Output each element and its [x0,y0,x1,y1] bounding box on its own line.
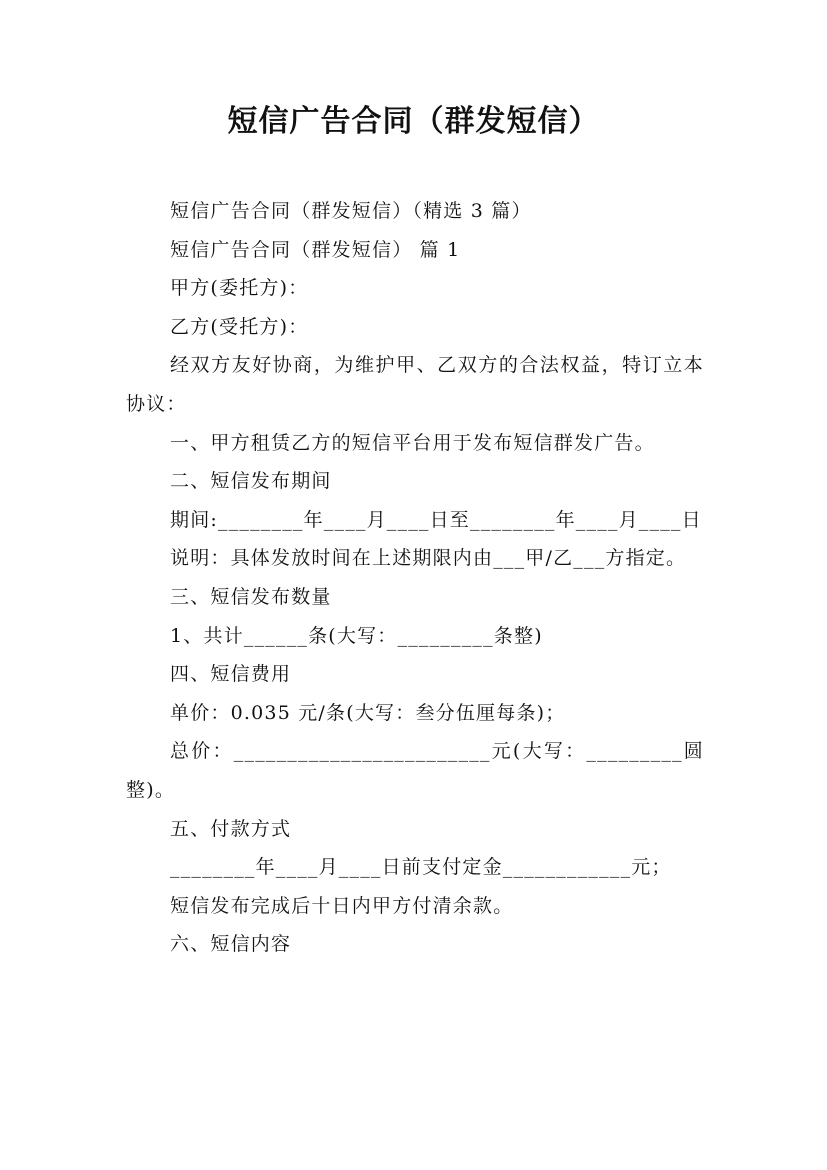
paragraph-deposit: ________年____月____日前支付定金____________元； [170,856,672,879]
document-title: 短信广告合同（群发短信） [227,104,600,139]
paragraph-clause-1: 一、甲方租赁乙方的短信平台用于发布短信群发广告。 [170,431,655,454]
document-body [126,192,704,964]
paragraph-subtitle: 短信广告合同（群发短信）（精选 3 篇） [170,200,532,222]
paragraph-clause-4-heading: 四、短信费用 [170,663,292,686]
paragraph-quantity: 1、共计______条(大写：_________条整) [170,624,543,647]
paragraph-party-a: 甲方(委托方)： [170,277,309,300]
paragraph-clause-3-heading: 三、短信发布数量 [170,585,332,608]
paragraph-period-note: 说明：具体发放时间在上述期限内由___甲/乙___方指定。 [170,547,687,570]
paragraph-party-b: 乙方(受托方)： [170,315,309,338]
paragraph-section-heading: 短信广告合同（群发短信） 篇 1 [170,238,461,261]
paragraph-balance: 短信发布完成后十日内甲方付清余款。 [170,894,514,917]
paragraph-unit-price: 单价：0.035 元/条(大写：叁分伍厘每条)； [170,701,566,724]
paragraph-period: 期间:________年____月____日至________年____月____日 [170,508,702,531]
paragraph-clause-2-heading: 二、短信发布期间 [170,470,332,493]
paragraph-clause-6-heading: 六、短信内容 [170,933,292,956]
paragraph-total-price: 总价：________________________元(大写：_________圆整)。 [126,740,704,801]
paragraph-clause-5-heading: 五、付款方式 [170,817,292,840]
paragraph-preamble: 经双方友好协商，为维护甲、乙双方的合法权益，特订立本协议： [126,354,704,415]
